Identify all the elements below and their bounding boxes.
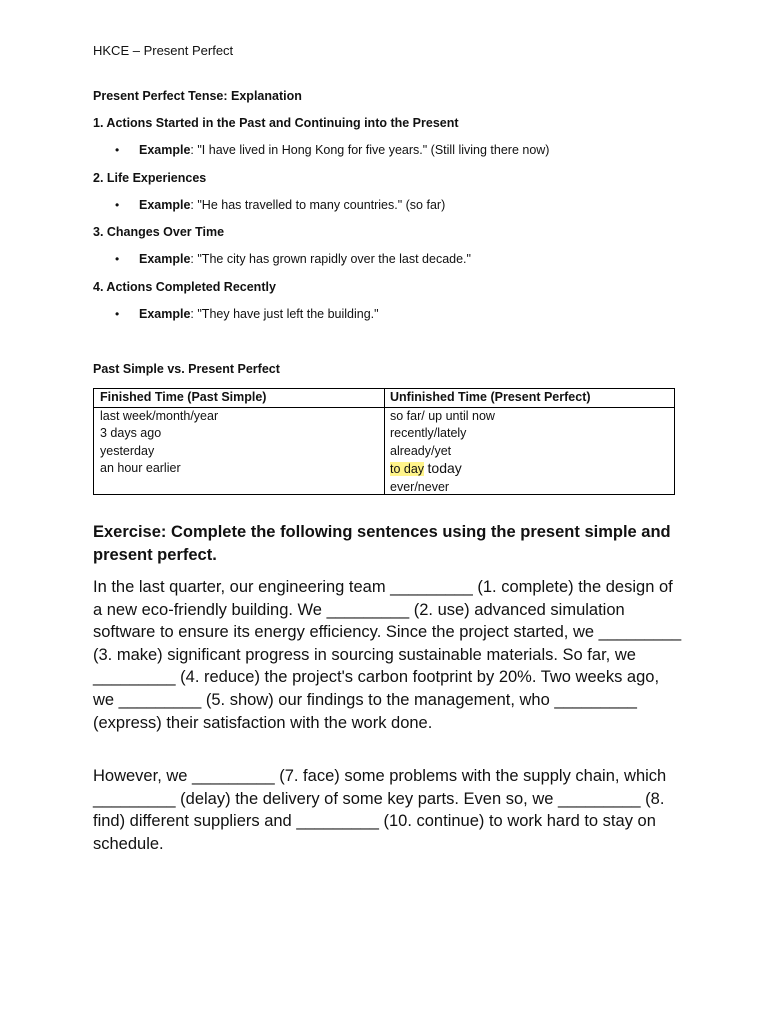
bullet-icon: • bbox=[115, 198, 120, 212]
comparison-table bbox=[93, 388, 675, 495]
bullet-icon: • bbox=[115, 252, 120, 266]
example-text: : "He has travelled to many countries." (so far) bbox=[190, 198, 446, 212]
section-heading-1: 1. Actions Started in the Past and Continuing into the Present bbox=[93, 116, 459, 130]
example-bullet-4 bbox=[115, 306, 379, 322]
table-cell: recently/lately bbox=[390, 426, 467, 441]
section-heading-3: 3. Changes Over Time bbox=[93, 225, 225, 239]
past-simple-column bbox=[94, 389, 385, 494]
example-bullet-2 bbox=[115, 197, 445, 213]
example-label: Example bbox=[139, 307, 191, 321]
section-heading-2: 2. Life Experiences bbox=[93, 171, 207, 185]
example-text: : "They have just left the building." bbox=[190, 307, 379, 321]
table-cell-highlighted bbox=[384, 460, 674, 478]
example-text: : "The city has grown rapidly over the last decade." bbox=[190, 252, 471, 266]
example-label: Example bbox=[139, 198, 191, 212]
example-text: : "I have lived in Hong Kong for five years." (Still living there now) bbox=[190, 143, 550, 157]
example-label: Example bbox=[139, 252, 191, 266]
section-heading-4: 4. Actions Completed Recently bbox=[93, 280, 276, 294]
example-label: Example bbox=[139, 143, 191, 157]
table-cell: 3 days ago bbox=[100, 426, 162, 441]
highlighted-text: to day bbox=[390, 462, 425, 477]
table-cell: last week/month/year bbox=[100, 409, 219, 423]
table-cell: an hour earlier bbox=[100, 461, 181, 476]
inserted-text: today bbox=[427, 460, 462, 477]
exercise-paragraph-1: In the last quarter, our engineering team _________ (1. complete) the design of a new eco-friendly building. We _________ (2. use) advanced simulation software to ensure its energy efficiency. Since the project started, we _________ (3. make) significant progress in sourcing sustainable materials. So far, we _________ (4. reduce) the project's carbon footprint by 20%. Two weeks ago, we _________ (5. show) our findings to the management, who _________ (express) their satisfaction with the work done. bbox=[93, 578, 682, 732]
explanation-title: Present Perfect Tense: Explanation bbox=[93, 89, 302, 103]
present-perfect-column bbox=[384, 389, 674, 494]
table-cell: so far/ up until now bbox=[390, 409, 495, 423]
example-bullet-1 bbox=[115, 142, 549, 158]
document-header: HKCE – Present Perfect bbox=[93, 43, 234, 58]
bullet-icon: • bbox=[115, 143, 120, 157]
comparison-title: Past Simple vs. Present Perfect bbox=[93, 362, 280, 376]
exercise-title: Exercise: Complete the following sentences using the present simple and present perfect. bbox=[93, 523, 671, 564]
past-simple-header: Finished Time (Past Simple) bbox=[94, 389, 384, 408]
bullet-icon: • bbox=[115, 307, 120, 321]
exercise-paragraph-2: However, we _________ (7. face) some problems with the supply chain, which _________ (delay) the delivery of some key parts. Even so, we _________ (8. find) different suppliers and _________ (10. continue) to work hard to stay on schedule. bbox=[93, 767, 667, 853]
example-bullet-3 bbox=[115, 251, 471, 267]
table-cell: ever/never bbox=[390, 479, 450, 494]
table-cell: already/yet bbox=[390, 443, 452, 458]
present-perfect-header: Unfinished Time (Present Perfect) bbox=[384, 389, 674, 408]
table-cell: yesterday bbox=[100, 443, 155, 458]
